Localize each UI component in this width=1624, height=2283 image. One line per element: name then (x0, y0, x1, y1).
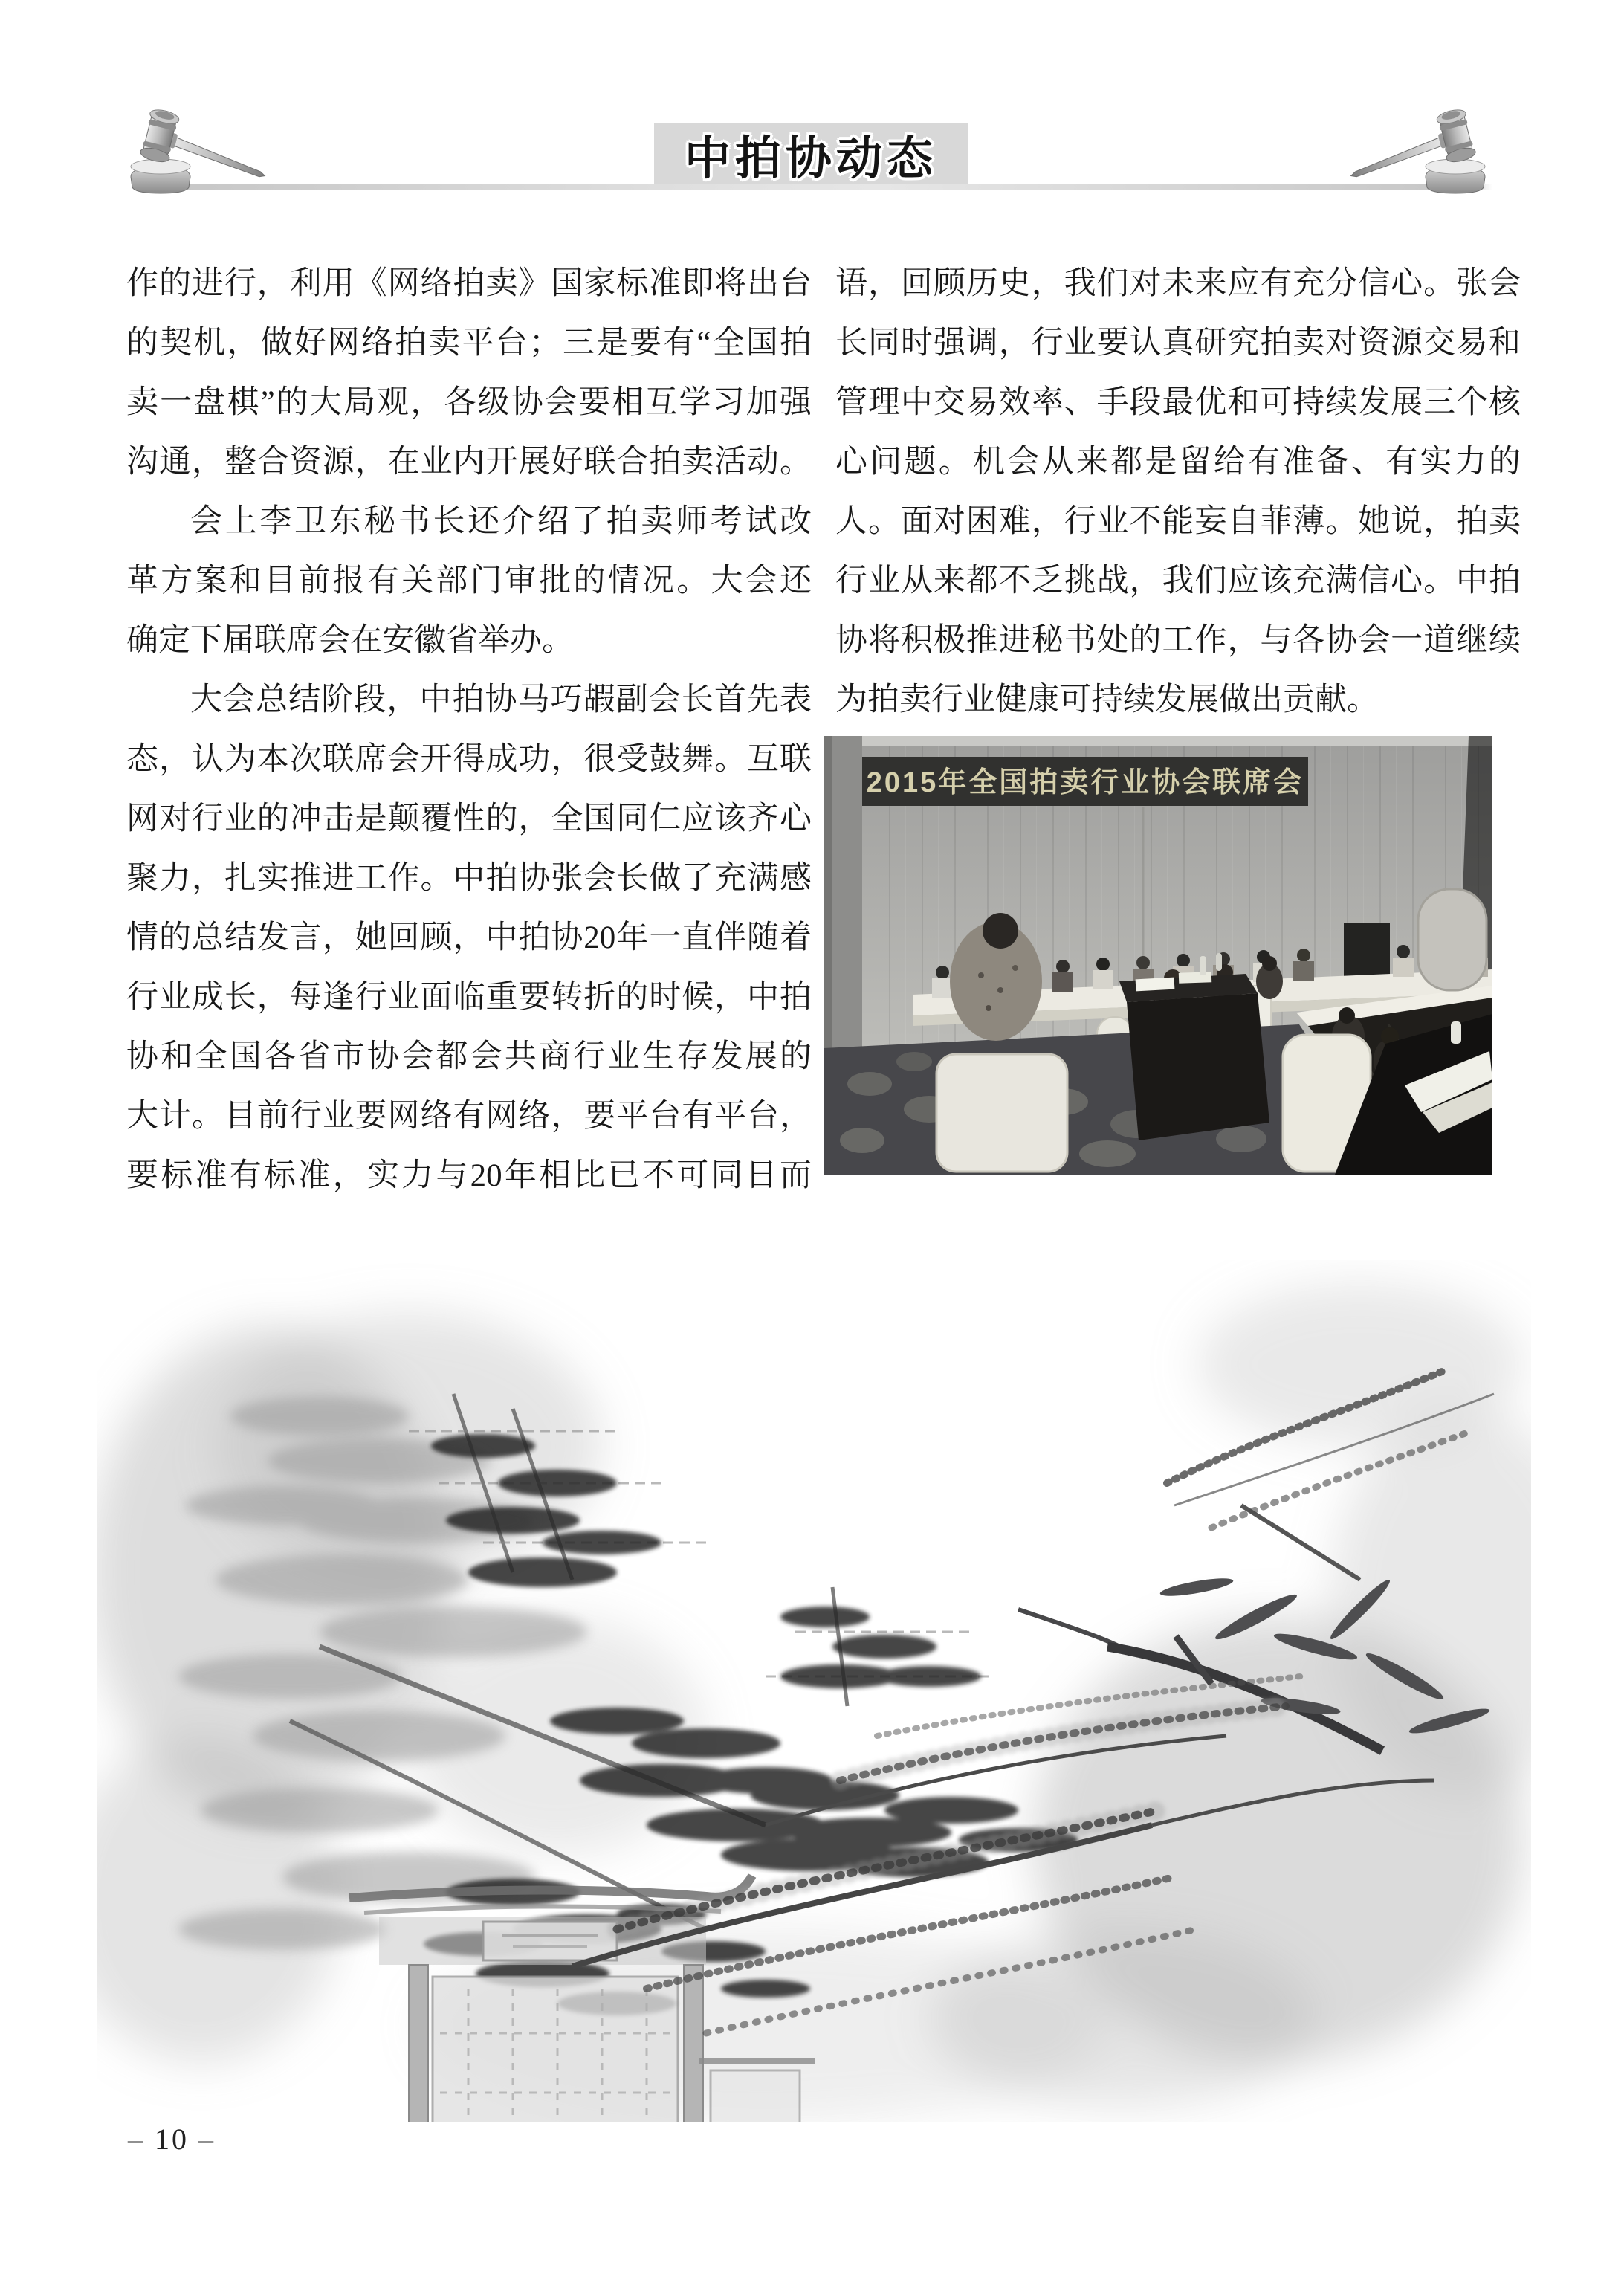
gavel-icon (1338, 109, 1495, 196)
text-line: 革方案和目前报有关部门审批的情况。大会还 (126, 564, 812, 598)
text-line: 协和全国各省市协会都会共商行业生存发展的 (126, 1039, 812, 1074)
text-line: 网对行业的冲击是颠覆性的，全国同仁应该齐心 (126, 801, 812, 836)
text-line: 会上李卫东秘书长还介绍了拍卖师考试改 (190, 504, 812, 539)
page-number: – 10 – (128, 2122, 216, 2156)
text-line: 语，回顾历史，我们对未来应有充分信心。张会 (835, 266, 1521, 301)
text-line: 聚力，扎实推进工作。中拍协张会长做了充满感 (126, 861, 812, 896)
ink-painting (97, 1260, 1531, 2122)
text-line: 卖一盘棋”的大局观，各级协会要相互学习加强 (126, 385, 812, 420)
text-line: 大计。目前行业要网络有网络，要平台有平台， (126, 1099, 812, 1134)
photo-banner (862, 757, 1308, 806)
gavel-icon (120, 109, 278, 196)
text-line: 协将积极推进秘书处的工作，与各协会一道继续 (835, 623, 1521, 658)
text-line: 大会总结阶段，中拍协马巧嘏副会长首先表 (190, 682, 812, 717)
text-line: 沟通，整合资源，在业内开展好联合拍卖活动。 (126, 445, 812, 479)
text-line: 人。面对困难，行业不能妄自菲薄。她说，拍卖 (835, 504, 1521, 539)
text-line: 要标准有标准，实力与20年相比已不可同日而 (126, 1158, 812, 1193)
text-line: 情的总结发言，她回顾，中拍协20年一直伴随着 (126, 920, 812, 955)
meeting-photo (824, 736, 1492, 1175)
text-line: 长同时强调，行业要认真研究拍卖对资源交易和 (835, 326, 1521, 361)
text-line: 为拍卖行业健康可持续发展做出贡献。 (835, 682, 1379, 717)
text-line: 行业从来都不乏挑战，我们应该充满信心。中拍 (835, 564, 1521, 598)
photo-banner-text: 2015年全国拍卖行业协会联席会 (866, 767, 1304, 798)
text-line: 确定下届联席会在安徽省举办。 (126, 623, 574, 658)
text-line: 的契机，做好网络拍卖平台；三是要有“全国拍 (126, 326, 812, 361)
section-title: 中拍协动态 (684, 132, 937, 184)
text-line: 管理中交易效率、手段最优和可持续发展三个核 (835, 385, 1521, 420)
text-line: 作的进行，利用《网络拍卖》国家标准即将出台 (126, 266, 812, 301)
text-line: 行业成长，每逢行业面临重要转折的时候，中拍 (126, 980, 812, 1015)
section-title-box (654, 123, 968, 184)
article-column-right (835, 254, 1521, 730)
text-line: 态，认为本次联席会开得成功，很受鼓舞。互联 (126, 742, 812, 777)
text-line: 心问题。机会从来都是留给有准备、有实力的 (835, 445, 1521, 479)
article-column-left (126, 254, 812, 1206)
